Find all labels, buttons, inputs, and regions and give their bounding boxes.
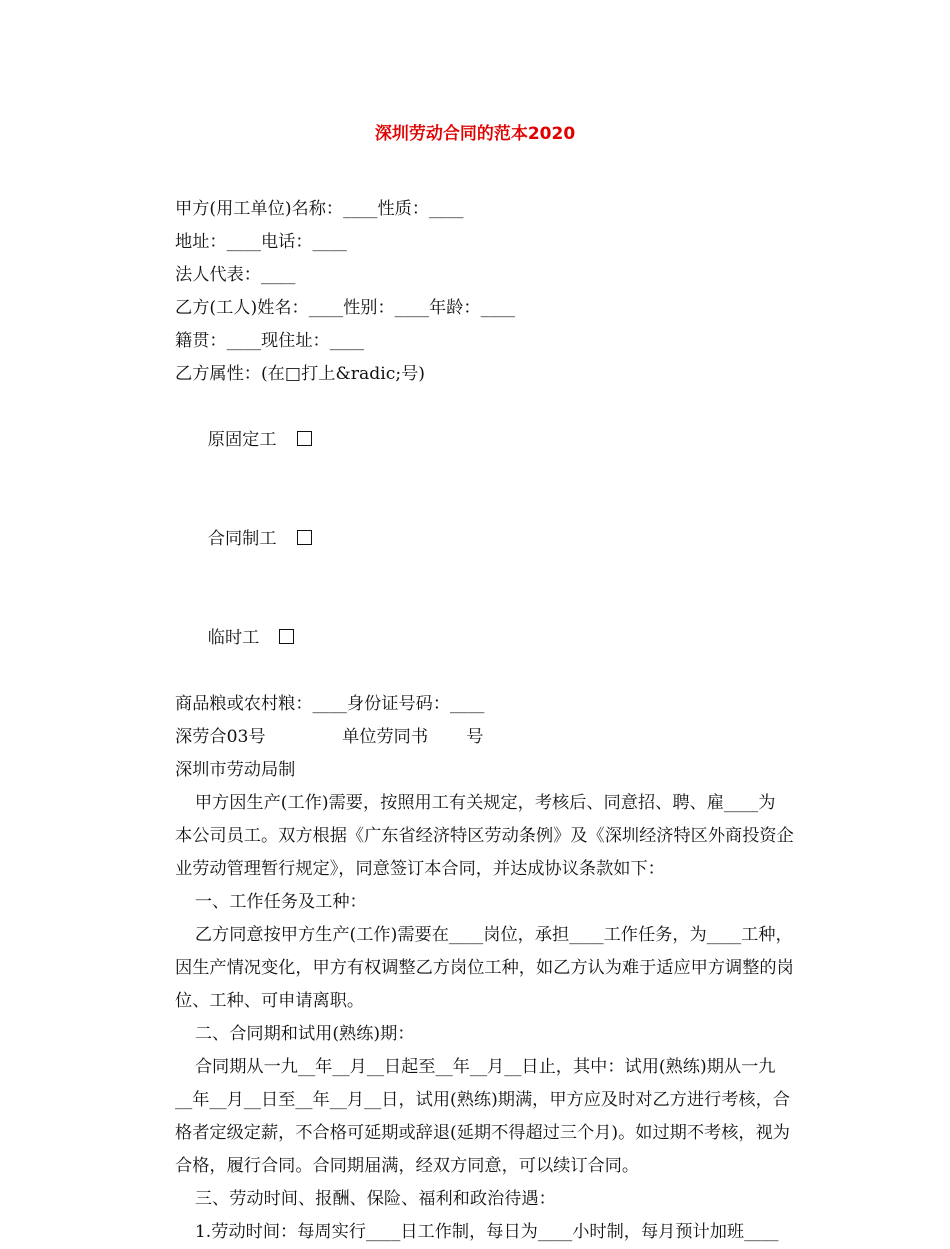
option-label: 临时工 — [207, 628, 260, 648]
grain-id-line: 商品粮或农村粮：____身份证号码：____ — [175, 694, 485, 714]
section-heading: 三、劳动时间、报酬、保险、福利和政治待遇： — [173, 1189, 556, 1209]
contract-number-line: 深劳合03号 单位劳同书 号 — [175, 727, 484, 747]
checkbox-square[interactable] — [297, 530, 312, 545]
paragraph-line: 本公司员工。双方根据《广东省经济特区劳动条例》及《深圳经济特区外商投资企 — [175, 826, 794, 846]
option-label: 合同制工 — [207, 529, 277, 549]
native-place-line: 籍贯：____现住址：____ — [175, 331, 365, 351]
legal-rep-line: 法人代表：____ — [175, 265, 296, 285]
paragraph-line: __年__月__日至__年__月__日，试用(熟练)期满，甲方应及时对乙方进行考核，合 — [175, 1090, 790, 1110]
address-line: 地址：____电话：____ — [175, 232, 347, 252]
paragraph-line: 位、工种、可申请离职。 — [175, 991, 365, 1011]
party-b-name-line: 乙方(工人)姓名：____性别：____年龄：____ — [175, 298, 515, 318]
option-fixed-worker — [175, 391, 825, 490]
section-heading: 一、工作任务及工种： — [173, 892, 367, 912]
party-b-attribute-line: 乙方属性：(在□打上&radic;号) — [175, 364, 426, 384]
section-heading: 二、合同期和试用(熟练)期： — [173, 1024, 415, 1044]
checkbox-square[interactable] — [279, 629, 294, 644]
paragraph-line: 合同期从一九__年__月__日起至__年__月__日止，其中：试用(熟练)期从一九 — [173, 1057, 776, 1077]
paragraph-line: 1.劳动时间：每周实行____日工作制，每日为____小时制，每月预计加班____ — [173, 1222, 779, 1242]
issuer-line: 深圳市劳动局制 — [175, 760, 296, 780]
party-a-name-line: 甲方(用工单位)名称：____性质：____ — [175, 199, 464, 219]
paragraph-line: 业劳动管理暂行规定》，同意签订本合同，并达成协议条款如下： — [175, 859, 665, 879]
paragraph-line: 因生产情况变化，甲方有权调整乙方岗位工种，如乙方认为难于适应甲方调整的岗 — [175, 958, 794, 978]
checkbox-square[interactable] — [297, 431, 312, 446]
option-label: 原固定工 — [207, 430, 277, 450]
document-title: 深圳劳动合同的范本2020 — [374, 124, 576, 144]
paragraph-line: 合格，履行合同。合同期届满，经双方同意，可以续订合同。 — [175, 1156, 640, 1176]
option-temp-worker — [175, 589, 825, 688]
paragraph-line: 甲方因生产(工作)需要，按照用工有关规定，考核后、同意招、聘、雇____为 — [173, 793, 776, 813]
paragraph-line: 格者定级定薪，不合格可延期或辞退(延期不得超过三个月)。如过期不考核，视为 — [175, 1123, 790, 1143]
document-body — [175, 193, 825, 1249]
paragraph-line: 乙方同意按甲方生产(工作)需要在____岗位，承担____工作任务，为____工种， — [173, 925, 793, 945]
option-contract-worker — [175, 490, 825, 589]
